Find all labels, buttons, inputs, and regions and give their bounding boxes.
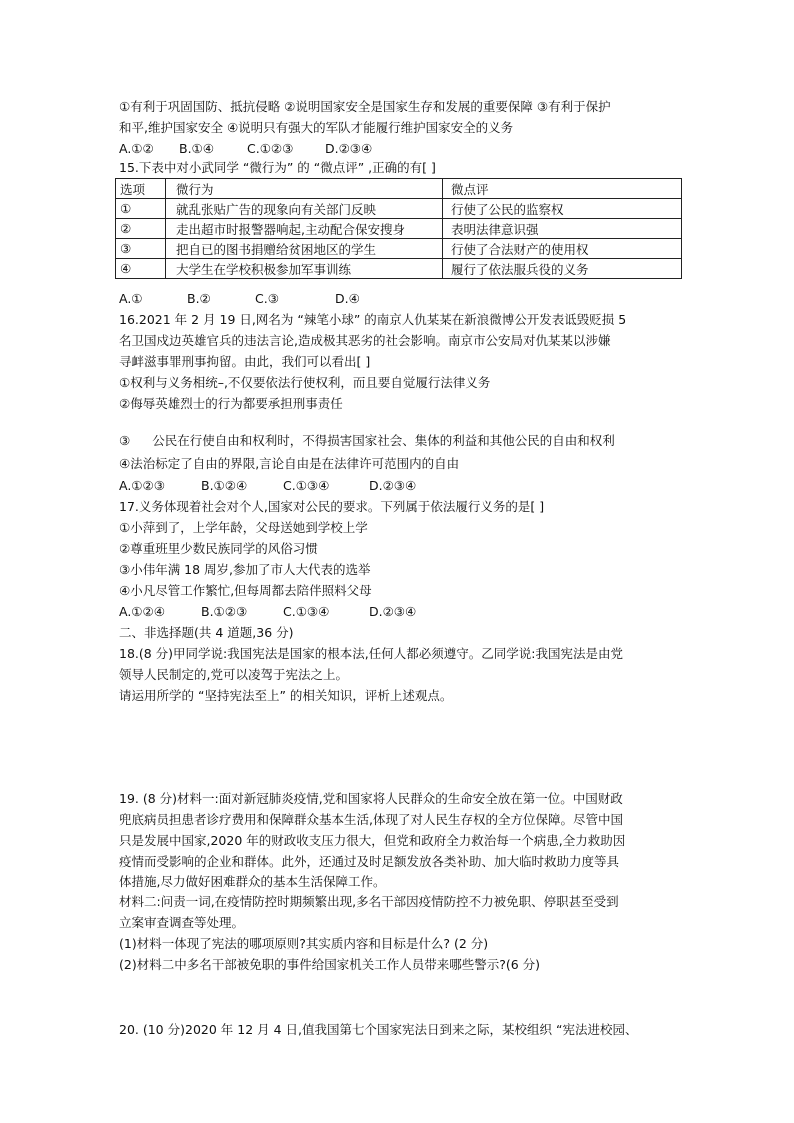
q19-line6: 材料二:问责一词,在疫情防控时期频繁出现,多名干部因疫情防控不力被免职、停职甚至受到 <box>119 894 619 909</box>
q14-option-a: A.①② <box>119 141 154 156</box>
table-cell: 大学生在学校积极参加军事训练 <box>166 259 443 279</box>
q16-stem-line1: 16.2021 年 2 月 19 日,网名为 “辣笔小球” 的南京人仇某某在新浪微博公开发表诋毁贬损 5 <box>119 312 627 327</box>
table-cell: ③ <box>116 239 166 259</box>
table-cell: 行使了合法财产的使用权 <box>443 239 682 259</box>
q17-option-d: D.②③④ <box>369 604 417 619</box>
q17-statement-1: ①小萍到了，上学年龄，父母送她到学校上学 <box>119 520 368 535</box>
q15-table <box>115 178 682 279</box>
q16-options <box>119 477 416 495</box>
q19-line7: 立案审查调查等处理。 <box>119 915 245 930</box>
table-cell: 履行了依法服兵役的义务 <box>443 259 682 279</box>
table-header-cell: 微点评 <box>443 179 682 199</box>
q16-statement-2: ②侮辱英雄烈士的行为都要承担刑事责任 <box>119 396 343 411</box>
q14-option-d: D.②③④ <box>325 141 373 156</box>
q16-option-c: C.①③④ <box>283 478 330 493</box>
table-header-cell: 微行为 <box>166 179 443 199</box>
q15-option-a: A.① <box>119 291 143 306</box>
q14-option-c: C.①②③ <box>247 141 294 156</box>
q14-options <box>119 140 372 158</box>
table-cell: ② <box>116 219 166 239</box>
table-cell: 把自已的图书捐赠给贫困地区的学生 <box>166 239 443 259</box>
q17-statement-4: ④小凡尽管工作繁忙,但每周都去陪伴照料父母 <box>119 583 372 598</box>
q16-option-b: B.①②④ <box>201 478 248 493</box>
q17-option-b: B.①②③ <box>201 604 248 619</box>
table-cell: ① <box>116 199 166 219</box>
q18-line2: 领导人民制定的,党可以凌驾于宪法之上。 <box>119 667 348 682</box>
table-row <box>116 239 682 259</box>
q14-statements-line2: 和平,维护国家安全 ④说明只有强大的军队才能履行维护国家安全的义务 <box>119 120 514 135</box>
q19-line4: 疫情而受影响的企业和群体。此外，还通过及时足额发放各类补助、加大临时救助力度等具 <box>119 854 620 869</box>
q19-line2: 兜底病员担患者诊疗费用和保障群众基本生活,体现了对人民生存权的全方位保障。尽管中国 <box>119 812 623 827</box>
q17-statement-3: ③小伟年满 18 周岁,参加了市人大代表的选举 <box>119 562 371 577</box>
q16-stem-line3: 寻衅滋事罪刑事拘留。由此，我们可以看出[ ] <box>119 354 371 369</box>
q17-stem: 17.义务体现着社会对个人,国家对公民的要求。下列属于依法履行义务的是[ ] <box>119 499 545 514</box>
q16-option-a: A.①②③ <box>119 478 165 493</box>
q19-line5: 体措施,尽力做好困难群众的基本生活保障工作。 <box>119 874 386 889</box>
q16-statement-3 <box>119 432 615 450</box>
table-row <box>116 199 682 219</box>
q18-line1: 18.(8 分)甲同学说:我国宪法是国家的根本法,任何人都必须遵守。乙同学说:我国宪法是由党 <box>119 646 623 661</box>
q19-line1: 19. (8 分)材料一:面对新冠肺炎疫情,党和国家将人民群众的生命安全放在第一位。中国财政 <box>119 791 623 806</box>
table-cell: 走出超市时报警器响起,主动配合保安搜身 <box>166 219 443 239</box>
q15-stem: 15.下表中对小武同学 “微行为” 的 “微点评” ,正确的有[ ] <box>119 160 436 175</box>
q18-line3: 请运用所学的 “坚持宪法至上” 的相关知识，评析上述观点。 <box>119 688 453 703</box>
q16-statement-3-number: ③ <box>119 433 131 448</box>
table-cell: 就乱张贴广告的现象向有关部门反映 <box>166 199 443 219</box>
q19-line3: 只是发展中国家,2020 年的财政收支压力很大，但党和政府全力救治每一个病患,全力救助因 <box>119 833 626 848</box>
q17-statement-2: ②尊重班里少数民族同学的风俗习惯 <box>119 541 318 556</box>
q15-option-c: C.③ <box>255 291 279 306</box>
q16-statement-1: ①权利与义务相统–,不仅要依法行使权利，而且要自觉履行法律义务 <box>119 375 491 390</box>
q20-line1: 20. (10 分)2020 年 12 月 4 日,值我国第七个国家宪法日到来之际，某校组织 “宪法进校园、 <box>119 1022 638 1037</box>
table-cell: ④ <box>116 259 166 279</box>
q14-option-b: B.①④ <box>179 141 214 156</box>
q19-subquestion-1: (1)材料一体现了宪法的哪项原则?其实质内容和目标是什么? (2 分) <box>119 936 489 951</box>
section-heading: 二、非选择题(共 4 道题,36 分) <box>119 625 294 640</box>
q17-options <box>119 603 416 621</box>
table-row <box>116 219 682 239</box>
q16-statement-4: ④法治标定了自由的界限,言论自由是在法律许可范围内的自由 <box>119 456 460 471</box>
table-cell: 行使了公民的监察权 <box>443 199 682 219</box>
q19-subquestion-2: (2)材料二中多名干部被免职的事件给国家机关工作人员带来哪些警示?(6 分) <box>119 957 541 972</box>
table-header-row <box>116 179 682 199</box>
table-cell: 表明法律意识强 <box>443 219 682 239</box>
q16-stem-line2: 名卫国戍边英雄官兵的违法言论,造成极其恶劣的社会影响。南京市公安局对仇某某以涉嫌 <box>119 333 611 348</box>
q15-option-d: D.④ <box>335 291 360 306</box>
q15-options <box>119 290 360 308</box>
table-header-cell: 选项 <box>116 179 166 199</box>
q17-option-c: C.①③④ <box>283 604 330 619</box>
q14-statements-line1: ①有利于巩固国防、抵抗侵略 ②说明国家安全是国家生存和发展的重要保障 ③有利于保护 <box>119 99 611 114</box>
q17-option-a: A.①②④ <box>119 604 165 619</box>
table-row <box>116 259 682 279</box>
q15-option-b: B.② <box>187 291 211 306</box>
q16-statement-3-text: 公民在行使自由和权利时，不得损害国家社会、集体的利益和其他公民的自由和权利 <box>152 433 615 448</box>
q16-option-d: D.②③④ <box>369 478 417 493</box>
